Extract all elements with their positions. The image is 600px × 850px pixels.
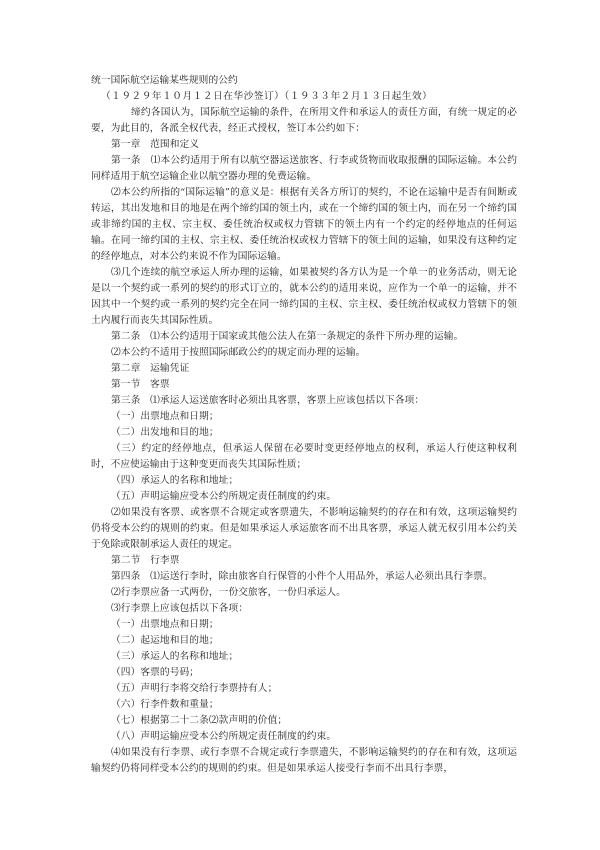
list-item: （六）行李件数和重量； bbox=[111, 699, 219, 710]
list-item: （三）约定的经停地点，但承运人保留在必要时变更经停地点的权利，承运人行使这种权利时，不应使运输由于这种变更而丧失其国际性质； bbox=[91, 443, 517, 470]
article-paragraph: ⑷如果没有行李票、或行李票不合规定或行李票遗失，不影响运输契约的存在和有效，这项运输契约仍将同样受本公约的规则的约束。但是如果承运人接受行李而不出具行李票， bbox=[91, 747, 517, 774]
article-paragraph: ⑵本公约所指的“国际运输”的意义是：根据有关各方所订的契约，不论在运输中是否有间断或转运，其出发地和目的地是在两个缔约国的领土内，或在一个缔约国的领土内，而在另一个缔约国或非缔约国的主权、宗主权、委任统治权或权力管辖下的领土内有一个约定的经停地点的任何运输。在同一缔约国的主权、宗主权、委任统治权或权力管辖下的领土间的运输，如果没有这种约定的经停地点，对本公约来说不作为国际运输。 bbox=[91, 187, 517, 262]
list-item: （五）声明行李将交给行李票持有人； bbox=[111, 683, 278, 694]
article-paragraph: 第四条 ⑴运送行李时，除由旅客自行保管的小件个人用品外，承运人必须出具行李票。 bbox=[111, 571, 493, 582]
document-title: 统一国际航空运输某些规则的公约 bbox=[91, 75, 238, 86]
article-paragraph: 第一条 ⑴本公约适用于所有以航空器运送旅客、行李或货物而收取报酬的国际运输。本公约同样适用于航空运输企业以航空器办理的免费运输。 bbox=[91, 155, 517, 182]
chapter-heading: 第二章 运输凭证 bbox=[111, 363, 190, 374]
document-dates: （１９２９年１０月１２日在华沙签订）（１９３３年２月１３日起生效） bbox=[101, 91, 433, 102]
article-paragraph: ⑵行李票应备一式两份，一份交旅客，一份归承运人。 bbox=[111, 587, 346, 598]
list-item: （七）根据第二十二条⑵款声明的价值； bbox=[111, 715, 288, 726]
list-item: （三）承运人的名称和地址； bbox=[111, 651, 239, 662]
chapter-heading: 第一章 范围和定义 bbox=[111, 139, 200, 150]
list-item: （五）声明运输应受本公约所规定责任制度的约束。 bbox=[111, 491, 337, 502]
article-paragraph: 第三条 ⑴承运人运送旅客时必须出具客票，客票上应该包括以下各项： bbox=[111, 395, 425, 406]
list-item: （八）声明运输应受本公约所规定责任制度的约束。 bbox=[111, 731, 337, 742]
preamble: 缔约各国认为，国际航空运输的条件，在所用文件和承运人的责任方面，有统一规定的必要，为此目的，各派全权代表，经正式授权，签订本公约如下： bbox=[91, 107, 517, 134]
section-heading: 第二节 行李票 bbox=[111, 555, 180, 566]
article-paragraph: ⑵本公约不适用于按照国际邮政公约的规定而办理的运输。 bbox=[111, 347, 366, 358]
article-paragraph: 第二条 ⑴本公约适用于国家或其他公法人在第一条规定的条件下所办理的运输。 bbox=[111, 331, 464, 342]
section-heading: 第一节 客票 bbox=[111, 379, 170, 390]
list-item: （二）起运地和目的地； bbox=[111, 635, 219, 646]
list-item: （四）客票的号码； bbox=[111, 667, 200, 678]
list-item: （四）承运人的名称和地址； bbox=[111, 475, 239, 486]
list-item: （二）出发地和目的地； bbox=[111, 427, 219, 438]
list-item: （一）出票地点和日期； bbox=[111, 411, 219, 422]
article-paragraph: ⑶行李票上应该包括以下各项： bbox=[111, 603, 249, 614]
article-paragraph: ⑵如果没有客票、或客票不合规定或客票遗失，不影响运输契约的存在和有效，这项运输契约仍将受本公约的规则的约束。但是如果承运人承运旅客而不出具客票，承运人就无权引用本公约关于免除或限制承运人责任的规定。 bbox=[91, 507, 517, 550]
article-paragraph: ⑶几个连续的航空承运人所办理的运输，如果被契约各方认为是一个单一的业务活动，则无论是以一个契约或一系列的契约的形式订立的，就本公约的适用来说，应作为一个单一的运输，并不因其中一个契约或一系列的契约完全在同一缔约国的主权、宗主权、委任统治权或权力管辖下的领土内履行而丧失其国际性质。 bbox=[91, 267, 517, 326]
document-page bbox=[91, 73, 517, 777]
list-item: （一）出票地点和日期； bbox=[111, 619, 219, 630]
